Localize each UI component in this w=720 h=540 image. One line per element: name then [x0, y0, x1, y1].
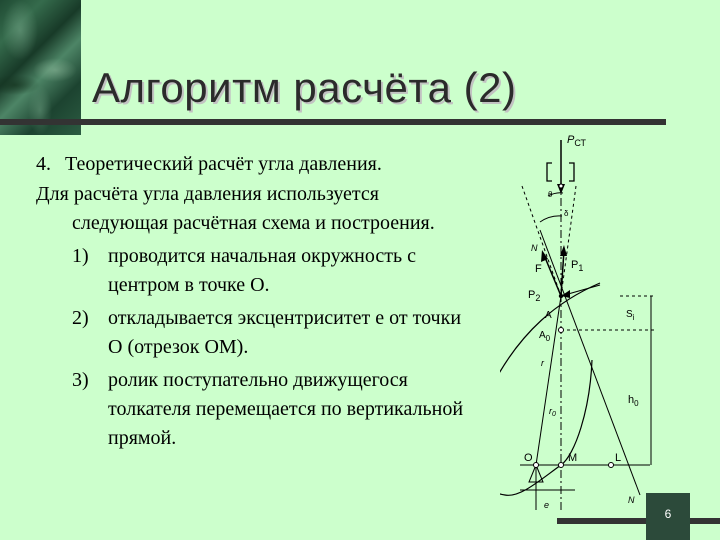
label-r: r — [541, 358, 544, 368]
label-delta: δ — [564, 209, 569, 218]
label-r0: $r_0$ — [549, 406, 556, 418]
slide-number-box — [646, 493, 690, 540]
intro-first-line: Для расчёта угла давления используется — [36, 183, 379, 205]
follower-guide-left — [547, 163, 552, 181]
point-l — [609, 463, 614, 468]
normal-line — [540, 230, 640, 495]
slide-number: 6 — [664, 507, 672, 521]
angle-line-theta — [522, 186, 561, 296]
section-text: Теоретический расчёт угла давления. — [65, 153, 382, 175]
label-h: $h_0$ — [628, 394, 639, 408]
list-item-number: 3) — [72, 369, 89, 391]
label-a0: $A_0$ — [539, 330, 551, 343]
section-heading — [36, 150, 464, 179]
list-item-number: 1) — [72, 245, 89, 267]
section-number: 4. — [36, 153, 51, 175]
footer-divider — [557, 518, 720, 524]
slide-body — [36, 150, 464, 453]
follower-guide-right — [569, 163, 574, 181]
point-o — [534, 463, 539, 468]
label-e: e — [544, 500, 550, 510]
label-o: O — [524, 452, 533, 464]
label-n-bottom: N — [628, 495, 635, 505]
label-f: F — [535, 263, 542, 275]
label-p1: $P_1$ — [571, 259, 584, 273]
list-item — [72, 366, 464, 453]
list-item — [72, 304, 464, 362]
list-item-text: ролик поступательно движущегося толкателя перемещается по вертикальной прямой. — [108, 369, 464, 449]
label-p-st: $P_{СТ}$ — [567, 134, 587, 148]
intro-rest: следующая расчётная схема и построения. — [72, 212, 435, 234]
label-s: $S_i$ — [626, 309, 635, 322]
list-item — [72, 242, 464, 300]
angle-line-delta — [561, 186, 576, 296]
intro-paragraph — [36, 180, 464, 238]
list-item-text: проводится начальная окружность с центром в точке О. — [108, 245, 416, 296]
force-f-line — [544, 255, 561, 296]
label-a: A — [545, 310, 552, 321]
delta-arc — [540, 216, 562, 222]
point-a — [559, 294, 563, 298]
label-n-top: N — [531, 243, 538, 253]
list-item-text: откладывается эксцентриситет е от точки О (отрезок ОМ). — [108, 307, 462, 358]
point-top — [559, 184, 563, 188]
title-divider — [0, 119, 666, 125]
cam-diagram — [500, 128, 670, 518]
slide-title: Алгоритм расчёта (2) — [92, 64, 517, 111]
corner-decoration — [0, 0, 81, 135]
point-m — [559, 463, 564, 468]
label-m: M — [568, 452, 578, 464]
label-p2: $P_2$ — [528, 289, 541, 303]
point-a0 — [559, 328, 564, 333]
label-l: L — [615, 452, 622, 464]
label-theta: θ — [548, 190, 553, 199]
list-item-number: 2) — [72, 307, 89, 329]
